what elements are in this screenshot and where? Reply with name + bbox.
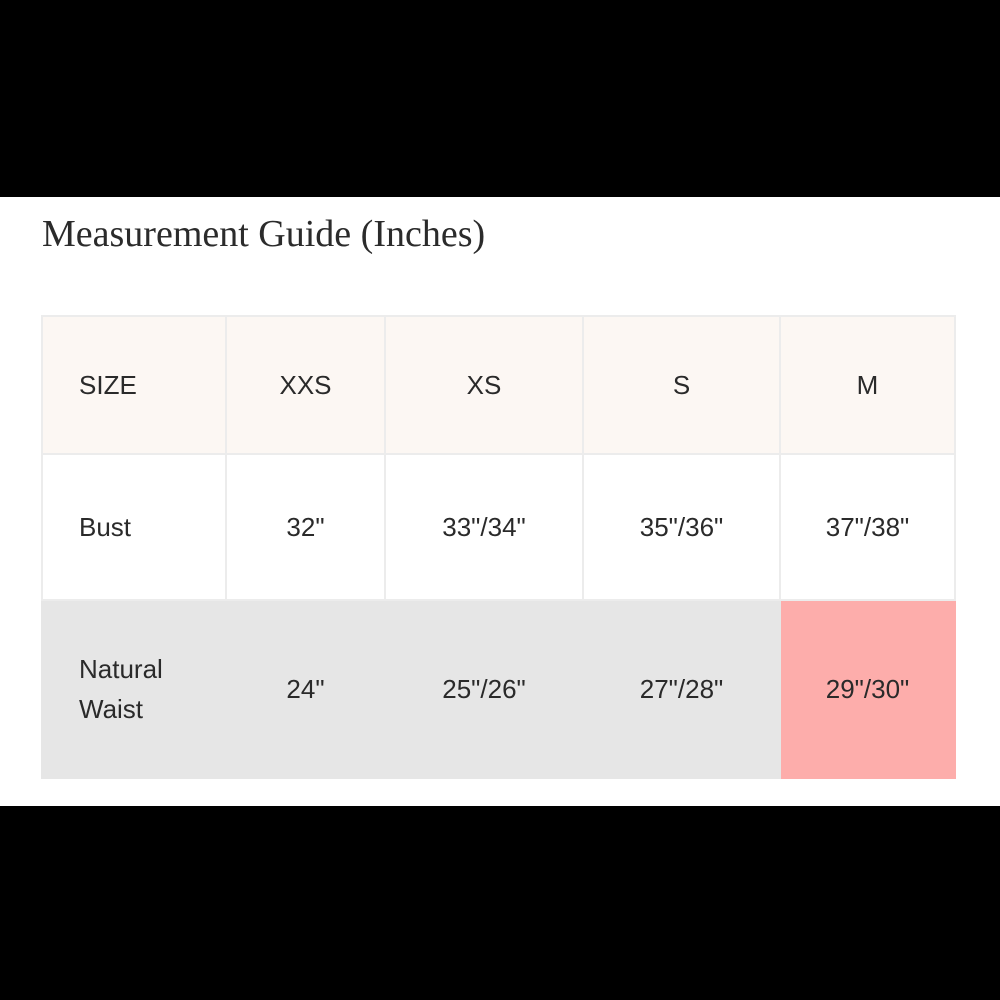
size-header-xxs: XXS — [226, 316, 385, 454]
waist-s-cell: 27"/28" — [583, 600, 780, 778]
table-row-natural-waist — [42, 600, 955, 778]
bust-s-cell: 35"/36" — [583, 454, 780, 600]
row-label-line: Natural — [79, 654, 163, 684]
size-header-m: M — [780, 316, 955, 454]
bust-xs-cell: 33"/34" — [385, 454, 583, 600]
size-header-label: SIZE — [42, 316, 226, 454]
waist-m-cell-highlighted: 29"/30" — [780, 600, 955, 778]
letterbox-bottom — [0, 806, 1000, 1000]
letterbox-top — [0, 0, 1000, 197]
row-label-natural-waist — [42, 600, 226, 778]
row-label-line: Waist — [79, 694, 144, 724]
bust-m-cell: 37"/38" — [780, 454, 955, 600]
waist-xxs-cell: 24" — [226, 600, 385, 778]
waist-xs-cell: 25"/26" — [385, 600, 583, 778]
row-label-bust — [42, 454, 226, 600]
row-label-line: Bust — [79, 512, 132, 542]
table-row-bust — [42, 454, 955, 600]
page-title: Measurement Guide (Inches) — [42, 213, 486, 255]
size-header-xs: XS — [385, 316, 583, 454]
size-chart-table — [41, 315, 956, 779]
measurement-guide-panel — [0, 197, 1000, 806]
size-header-s: S — [583, 316, 780, 454]
table-header-row — [42, 316, 955, 454]
bust-xxs-cell: 32" — [226, 454, 385, 600]
